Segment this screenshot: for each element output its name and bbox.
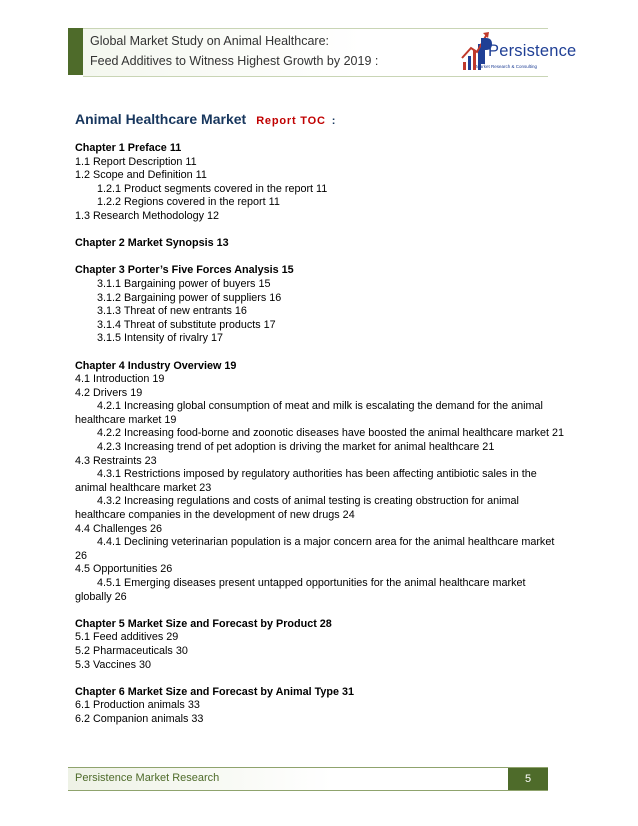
toc-entry-4-4-1: 4.4.1 Declining veterinarian population is a major concern area for the animal healthcare market 26 bbox=[75, 536, 555, 562]
page-number: 5 bbox=[508, 767, 548, 791]
toc-entry-6-2: 6.2 Companion animals 33 bbox=[75, 712, 204, 725]
toc-entry-6-1: 6.1 Production animals 33 bbox=[75, 699, 200, 712]
toc-entry-5-3: 5.3 Vaccines 30 bbox=[75, 658, 152, 671]
toc-entry-4-2-1: 4.2.1 Increasing global consumption of meat and milk is escalating the demand for the animal healthcare market 19 bbox=[75, 400, 543, 426]
table-of-contents bbox=[75, 142, 565, 727]
toc-entry-1-3: 1.3 Research Methodology 12 bbox=[75, 209, 220, 222]
toc-entry-1-2: 1.2 Scope and Definition 11 bbox=[75, 169, 207, 182]
toc-entry-1-2-1: 1.2.1 Product segments covered in the report 11 bbox=[97, 182, 328, 195]
toc-entry-4-5: 4.5 Opportunities 26 bbox=[75, 563, 173, 576]
toc-entry-4-3-1: 4.3.1 Restrictions imposed by regulatory authorities has been affecting antibiotic sales in the animal healthcare market 23 bbox=[75, 468, 537, 494]
toc-chapter-1: Chapter 1 Preface 11 bbox=[75, 142, 182, 154]
toc-entry-3-1-4: 3.1.4 Threat of substitute products 17 bbox=[97, 318, 276, 331]
toc-chapter-4: Chapter 4 Industry Overview 19 bbox=[75, 359, 237, 372]
toc-entry-4-1: 4.1 Introduction 19 bbox=[75, 373, 165, 386]
toc-entry-4-3-2: 4.3.2 Increasing regulations and costs of animal testing is creating obstruction for animal healthcare companies in the development of new drugs 24 bbox=[75, 495, 519, 522]
toc-entry-4-2: 4.2 Drivers 19 bbox=[75, 386, 143, 399]
toc-entry-4-2-3: 4.2.3 Increasing trend of pet adoption is driving the market for animal healthcare 21 bbox=[97, 441, 495, 454]
logo-wordmark: Persistence bbox=[488, 42, 577, 60]
toc-chapter-2: Chapter 2 Market Synopsis 13 bbox=[75, 237, 229, 250]
toc-entry-5-1: 5.1 Feed additives 29 bbox=[75, 631, 179, 644]
toc-entry-1-1: 1.1 Report Description 11 bbox=[75, 155, 197, 168]
toc-chapter-3: Chapter 3 Porter’s Five Forces Analysis 15 bbox=[75, 264, 294, 277]
header-title-line-1: Global Market Study on Animal Healthcare: bbox=[90, 34, 330, 48]
header-title-line-2: Feed Additives to Witness Highest Growth by 2019 : bbox=[90, 54, 379, 68]
toc-entry-3-1-1: 3.1.1 Bargaining power of buyers 15 bbox=[97, 277, 271, 290]
toc-entry-4-3: 4.3 Restraints 23 bbox=[75, 454, 157, 467]
toc-entry-3-1-3: 3.1.3 Threat of new entrants 16 bbox=[97, 305, 247, 318]
toc-heading-title: Animal Healthcare Market bbox=[75, 111, 247, 127]
logo-tagline: Market Research & Consulting bbox=[476, 64, 538, 69]
footer-company: Persistence Market Research bbox=[75, 772, 220, 784]
toc-heading-colon: : bbox=[331, 115, 336, 127]
toc-entry-4-2-2: 4.2.2 Increasing food-borne and zoonotic diseases have boosted the animal healthcare market 21 bbox=[97, 427, 564, 440]
toc-entry-1-2-2: 1.2.2 Regions covered in the report 11 bbox=[97, 196, 280, 209]
toc-entry-5-2: 5.2 Pharmaceuticals 30 bbox=[75, 644, 188, 657]
toc-heading bbox=[75, 111, 335, 129]
toc-heading-subtitle: Report TOC bbox=[256, 115, 326, 127]
toc-entry-4-4: 4.4 Challenges 26 bbox=[75, 522, 163, 535]
header-accent-bar bbox=[68, 28, 83, 75]
toc-entry-3-1-2: 3.1.2 Bargaining power of suppliers 16 bbox=[97, 291, 282, 304]
toc-entry-4-5-1: 4.5.1 Emerging diseases present untapped opportunities for the animal healthcare market globally 26 bbox=[75, 577, 526, 603]
toc-chapter-6: Chapter 6 Market Size and Forecast by Animal Type 31 bbox=[75, 685, 355, 698]
toc-chapter-5: Chapter 5 Market Size and Forecast by Product 28 bbox=[75, 617, 332, 630]
toc-entry-3-1-5: 3.1.5 Intensity of rivalry 17 bbox=[97, 332, 224, 345]
